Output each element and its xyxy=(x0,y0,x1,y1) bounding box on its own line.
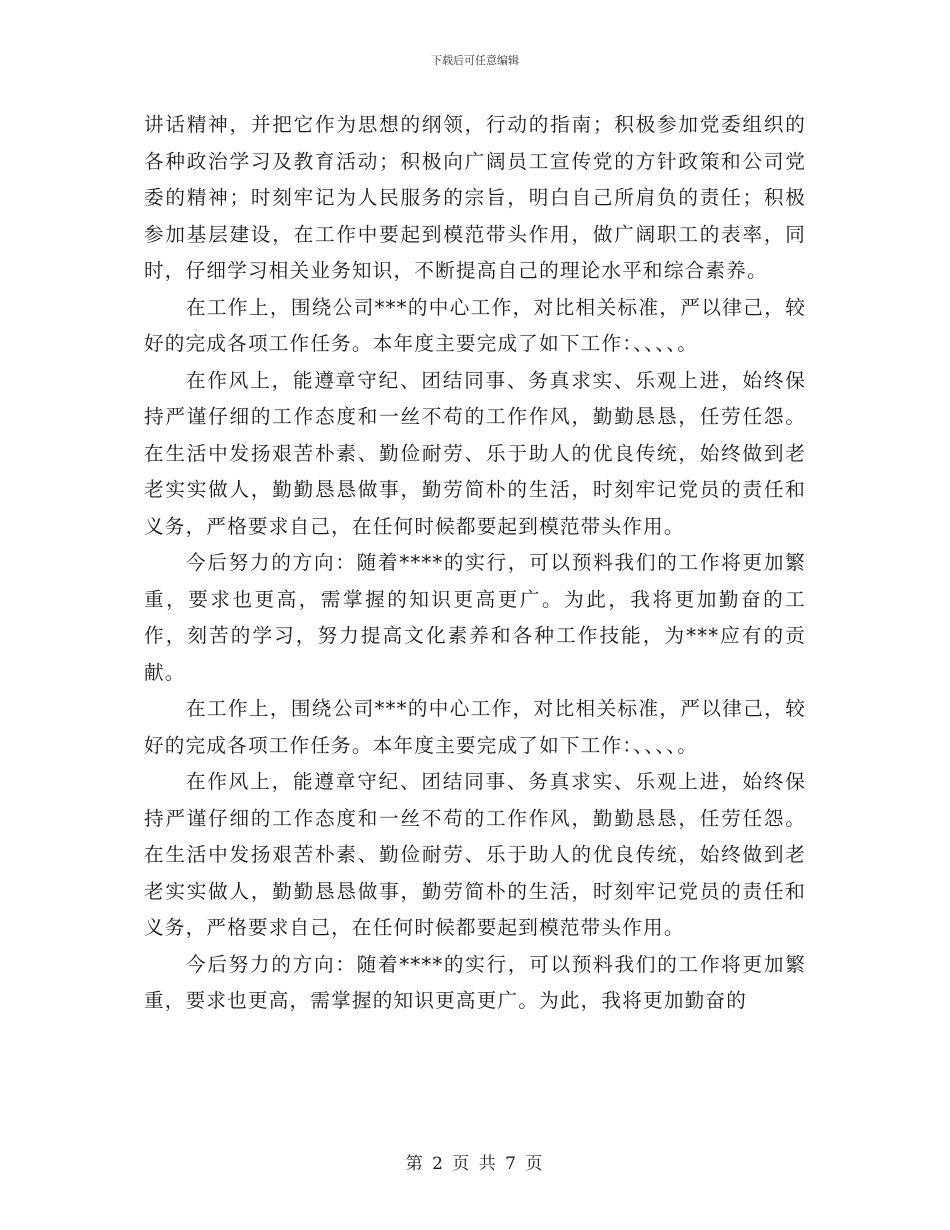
paragraph-future-direction-repeat: 今后努力的方向：随着****的实行，可以预料我们的工作将更加繁重，要求也更高，需掌握的知识更高更广。为此，我将更加勤奋的 xyxy=(144,952,806,1012)
paragraph-work-style: 在作风上，能遵章守纪、团结同事、务真求实、乐观上进，始终保持严谨仔细的工作态度和一丝不苟的工作作风，勤勤恳恳，任劳任怨。在生活中发扬艰苦朴素、勤俭耐劳、乐于助人的优良传统，始终做到老老实实做人，勤勤恳恳做事，勤劳简朴的生活，时刻牢记党员的责任和义务，严格要求自己，在任何时候都要起到模范带头作用。 xyxy=(144,368,806,538)
page-header: 下载后可任意编辑 xyxy=(431,54,519,67)
paragraph-continued: 讲话精神，并把它作为思想的纲领，行动的指南；积极参加党委组织的各种政治学习及教育活动；积极向广阔员工宣传党的方针政策和公司党委的精神；时刻牢记为人民服务的宗旨，明白自己所肩负的责任；积极参加基层建设，在工作中要起到模范带头作用，做广阔职工的表率，同时，仔细学习相关业务知识，不断提高自己的理论水平和综合素养。 xyxy=(144,113,806,282)
paragraph-future-direction: 今后努力的方向：随着****的实行，可以预料我们的工作将更加繁重，要求也更高，需掌握的知识更高更广。为此，我将更加勤奋的工作，刻苦的学习，努力提高文化素养和各种工作技能，为***应有的贡献。 xyxy=(144,551,806,684)
paragraph-work-tasks-repeat: 在工作上，围绕公司***的中心工作，对比相关标准，严以律己，较好的完成各项工作任务。本年度主要完成了如下工作：、、、、。 xyxy=(144,697,806,757)
page-footer: 第 2 页 共 7 页 xyxy=(405,1154,545,1174)
paragraph-work-tasks: 在工作上，围绕公司***的中心工作，对比相关标准，严以律己，较好的完成各项工作任务。本年度主要完成了如下工作：、、、、。 xyxy=(144,295,806,355)
document-body xyxy=(144,107,806,1020)
paragraph-work-style-repeat: 在作风上，能遵章守纪、团结同事、务真求实、乐观上进，始终保持严谨仔细的工作态度和一丝不苟的工作作风，勤勤恳恳，任劳任怨。在生活中发扬艰苦朴素、勤俭耐劳、乐于助人的优良传统，始终做到老老实实做人，勤勤恳恳做事，勤劳简朴的生活，时刻牢记党员的责任和义务，严格要求自己，在任何时候都要起到模范带头作用。 xyxy=(144,770,806,939)
